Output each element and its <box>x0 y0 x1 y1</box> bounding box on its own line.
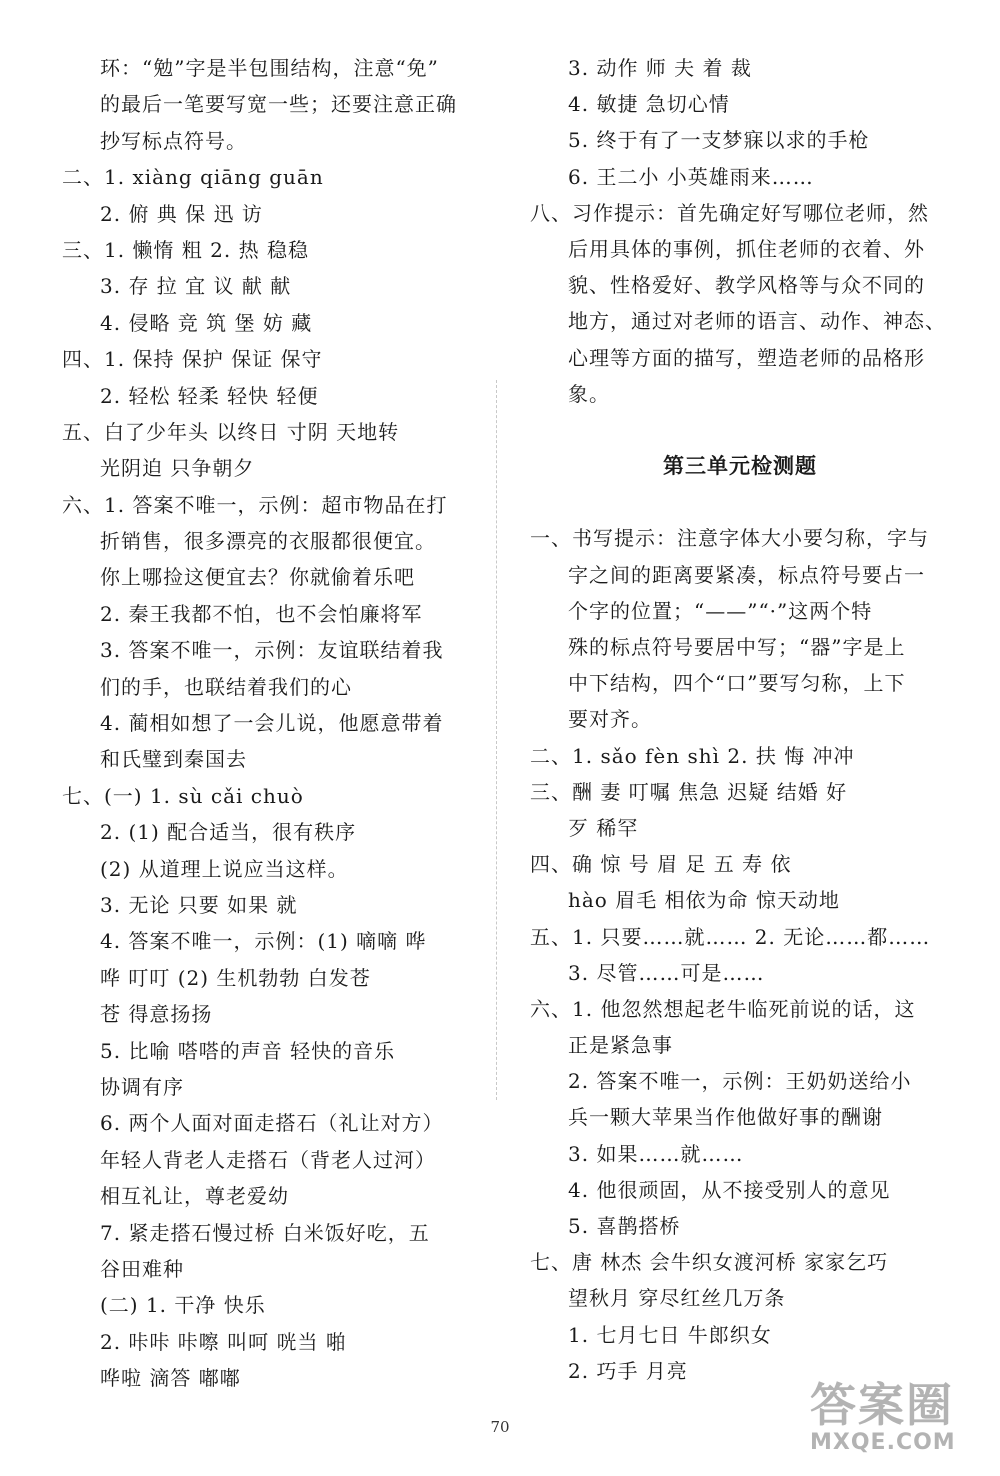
answer-line: 你上哪捡这便宜去？你就偷着乐吧 <box>100 565 415 590</box>
answer-line: 5. 终于有了一支梦寐以求的手枪 <box>568 128 870 153</box>
answer-line: 要对齐。 <box>568 707 652 732</box>
answer-line: 相互礼让，尊老爱幼 <box>100 1184 289 1209</box>
answer-line: 哗 叮叮 (2) 生机勃勃 白发苍 <box>100 965 371 990</box>
answer-line: 5. 比喻 嗒嗒的声音 轻快的音乐 <box>100 1038 396 1063</box>
answer-line: 光阴迫 只争朝夕 <box>100 456 255 481</box>
answer-line: 七、唐 林杰 会牛织女渡河桥 家家乞巧 <box>530 1250 889 1275</box>
answer-line: 2. (1) 配合适当，很有秩序 <box>100 820 357 845</box>
answer-line: 3. 无论 只要 如果 就 <box>100 892 298 917</box>
answer-line: 2. 秦王我都不怕，也不会怕廉将军 <box>100 601 423 626</box>
answer-line: 貌、性格爱好、教学风格等与众不同的 <box>568 273 925 298</box>
answer-line: 2. 巧手 月亮 <box>568 1358 688 1383</box>
column-divider <box>496 380 497 1100</box>
section-title: 第三单元检测题 <box>663 454 817 479</box>
answer-line: (二) 1. 干净 快乐 <box>100 1293 266 1318</box>
answer-line: 和氏璧到秦国去 <box>100 747 247 772</box>
page-number: 70 <box>490 1418 510 1436</box>
answer-line: 们的手，也联结着我们的心 <box>100 674 352 699</box>
answer-line: 谷田难种 <box>100 1256 184 1281</box>
spacer <box>530 484 950 520</box>
answer-line: 4. 敏捷 急切心情 <box>568 92 730 117</box>
answer-line: 协调有序 <box>100 1074 184 1099</box>
answer-line: 后用具体的事例，抓住老师的衣着、外 <box>568 236 925 261</box>
answer-line: 折销售，很多漂亮的衣服都很便宜。 <box>100 529 436 554</box>
answer-line: 6. 两个人面对面走搭石（礼让对方） <box>100 1111 444 1136</box>
answer-line: 字之间的距离要紧凑，标点符号要占一 <box>568 562 925 587</box>
answer-line: 七、(一) 1. sù cǎi chuò <box>62 783 304 808</box>
answer-line: 3. 存 拉 宜 议 献 献 <box>100 274 292 299</box>
answer-line: 正是紧急事 <box>568 1033 673 1058</box>
answer-line: 苍 得意扬扬 <box>100 1002 213 1027</box>
answer-line: 抄写标点符号。 <box>100 128 247 153</box>
answer-line: 六、1. 答案不唯一，示例：超市物品在打 <box>62 492 448 517</box>
answer-line: 三、1. 懒惰 粗 2. 热 稳稳 <box>62 237 309 262</box>
answer-line: 象。 <box>568 381 610 406</box>
answer-line: 中下结构，四个“口”要写匀称，上下 <box>568 671 906 696</box>
answer-line: 2. 轻松 轻柔 轻快 轻便 <box>100 383 319 408</box>
left-column <box>62 50 482 1396</box>
answer-line: 心理等方面的描写，塑造老师的品格形 <box>568 345 925 370</box>
answer-line: 的最后一笔要写宽一些；还要注意正确 <box>100 92 457 117</box>
answer-line: 5. 喜鹊搭桥 <box>568 1214 681 1238</box>
spacer <box>530 412 950 448</box>
answer-line: 4. 答案不唯一，示例：(1) 嘀嘀 哗 <box>100 929 427 954</box>
answer-line: 五、1. 只要……就…… 2. 无论……都…… <box>530 924 931 949</box>
answer-line: 二、1. xiàng qiāng guān <box>62 165 324 190</box>
answer-line: 2. 俯 典 保 迅 访 <box>100 201 263 226</box>
answer-line: 7. 紧走搭石慢过桥 白米饭好吃，五 <box>100 1220 430 1245</box>
answer-line: 个字的位置；“——”“·”这两个特 <box>568 598 873 623</box>
answer-line: 6. 王二小 小英雄雨来…… <box>568 164 814 189</box>
answer-line: 六、1. 他忽然想起老牛临死前说的话，这 <box>530 996 916 1021</box>
answer-line: 3. 尽管……可是…… <box>568 960 765 985</box>
answer-line: 殊的标点符号要居中写；“器”字是上 <box>568 635 906 659</box>
answer-line: 环：“勉”字是半包围结构，注意“免” <box>100 56 439 80</box>
answer-line: 3. 动作 师 夫 着 裁 <box>568 56 752 80</box>
answer-line: 哗啦 滴答 嘟嘟 <box>100 1366 241 1391</box>
answer-line: 地方，通过对老师的语言、动作、神态、 <box>568 309 946 334</box>
answer-line: 四、确 惊 号 眉 足 五 寿 依 <box>530 852 792 877</box>
answer-line: 2. 答案不唯一，示例：王奶奶送给小 <box>568 1069 912 1094</box>
answer-line: 一、书写提示：注意字体大小要匀称，字与 <box>530 526 929 551</box>
answer-line: 三、酬 妻 叮嘱 焦急 迟疑 结婚 好 <box>530 779 848 804</box>
answer-line: 兵一颗大苹果当作他做好事的酬谢 <box>568 1105 883 1130</box>
right-column-top <box>530 50 950 412</box>
answer-line: 望秋月 穿尽红丝几万条 <box>568 1286 786 1311</box>
answer-line: 4. 蔺相如想了一会儿说，他愿意带着 <box>100 711 444 736</box>
answer-line: 3. 如果……就…… <box>568 1141 744 1166</box>
answer-line: 歹 稀罕 <box>568 815 639 840</box>
answer-line: 4. 他很顽固，从不接受别人的意见 <box>568 1177 891 1202</box>
watermark-main: 答案圈 <box>810 1378 954 1432</box>
answer-line: 2. 咔咔 咔嚓 叫呵 咣当 啪 <box>100 1329 347 1354</box>
answer-line: 二、1. sǎo fèn shì 2. 扶 悔 冲冲 <box>530 743 855 768</box>
answer-line: 4. 侵略 竞 筑 堡 妨 藏 <box>100 310 313 335</box>
right-column-bottom <box>530 520 950 1389</box>
answer-line: 年轻人背老人走搭石（背老人过河） <box>100 1147 436 1172</box>
answer-line: 八、习作提示：首先确定好写哪位老师，然 <box>530 200 929 225</box>
answer-line: 四、1. 保持 保护 保证 保守 <box>62 347 323 372</box>
right-column <box>530 50 950 1389</box>
answer-line: (2) 从道理上说应当这样。 <box>100 856 349 881</box>
answer-line: 五、白了少年头 以终日 寸阴 天地转 <box>62 419 400 444</box>
watermark-logo <box>810 1380 988 1468</box>
watermark-sub: MXQE.COM <box>810 1430 956 1455</box>
answer-line: 1. 七月七日 牛郎织女 <box>568 1322 772 1347</box>
answer-line: hào 眉毛 相依为命 惊天动地 <box>568 888 840 913</box>
answer-line: 3. 答案不唯一，示例：友谊联结着我 <box>100 638 444 663</box>
